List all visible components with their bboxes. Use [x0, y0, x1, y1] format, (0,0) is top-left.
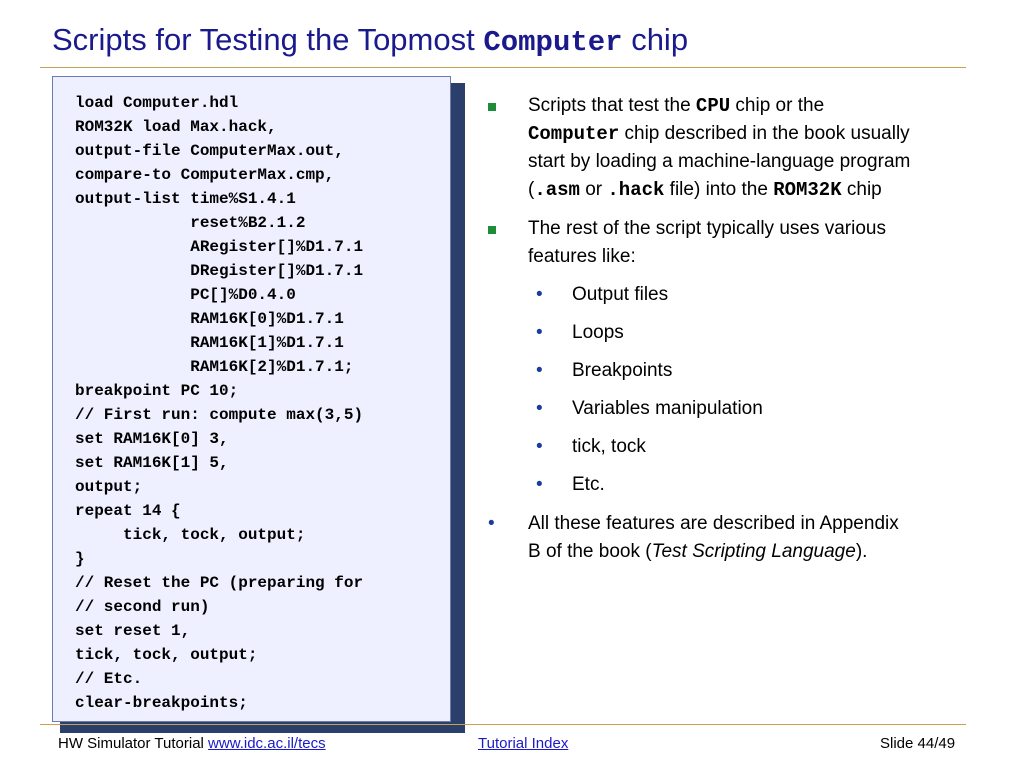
footer-left: HW Simulator Tutorial www.idc.ac.il/tecs: [58, 735, 326, 752]
code-line: DRegister[]%D1.7.1: [75, 262, 364, 280]
slide-title: [52, 22, 688, 59]
code-line: RAM16K[0]%D1.7.1: [75, 310, 344, 328]
round-bullet-icon: •: [536, 284, 543, 305]
square-bullet-icon: [488, 92, 496, 120]
code-line: // First run: compute max(3,5): [75, 406, 364, 424]
title-suffix: chip: [622, 22, 689, 57]
code-line: tick, tock, output;: [75, 646, 258, 664]
round-bullet-icon: •: [536, 398, 543, 419]
code-box: [52, 76, 451, 722]
code-line: breakpoint PC 10;: [75, 382, 239, 400]
round-bullet-icon: •: [536, 360, 543, 381]
code-line: reset%B2.1.2: [75, 214, 306, 232]
code-line: load Computer.hdl: [75, 94, 239, 112]
code-line: set RAM16K[1] 5,: [75, 454, 229, 472]
code-line: PC[]%D0.4.0: [75, 286, 296, 304]
title-code-word: Computer: [483, 26, 623, 59]
code-line: output;: [75, 478, 143, 496]
round-bullet-icon: •: [536, 474, 543, 495]
code-line: ARegister[]%D1.7.1: [75, 238, 364, 256]
code-line: }: [75, 550, 85, 568]
code-line: compare-to ComputerMax.cmp,: [75, 166, 335, 184]
code-line: ROM32K load Max.hack,: [75, 118, 277, 136]
code-line: set reset 1,: [75, 622, 191, 640]
script-code: [75, 91, 363, 715]
tecs-website-link[interactable]: www.idc.ac.il/tecs: [208, 735, 326, 752]
code-line: // Etc.: [75, 670, 143, 688]
code-line: output-list time%S1.4.1: [75, 190, 296, 208]
code-line: output-file ComputerMax.out,: [75, 142, 344, 160]
title-divider: [40, 67, 966, 68]
code-line: RAM16K[1]%D1.7.1: [75, 334, 344, 352]
code-line: set RAM16K[0] 3,: [75, 430, 229, 448]
title-text: Scripts for Testing the Topmost: [52, 22, 484, 57]
code-line: repeat 14 {: [75, 502, 181, 520]
square-bullet-icon: [488, 215, 496, 243]
footer-center: [478, 735, 568, 752]
round-bullet-icon: •: [488, 513, 495, 534]
tutorial-index-link[interactable]: Tutorial Index: [478, 735, 569, 752]
code-line: tick, tock, output;: [75, 526, 306, 544]
slide-number: Slide 44/49: [880, 735, 956, 752]
code-line: clear-breakpoints;: [75, 694, 248, 712]
round-bullet-icon: •: [536, 322, 543, 343]
code-line: // second run): [75, 598, 210, 616]
code-line: // Reset the PC (preparing for: [75, 574, 364, 592]
round-bullet-icon: •: [536, 436, 543, 457]
code-line: RAM16K[2]%D1.7.1;: [75, 358, 354, 376]
footer-divider: [40, 724, 966, 725]
